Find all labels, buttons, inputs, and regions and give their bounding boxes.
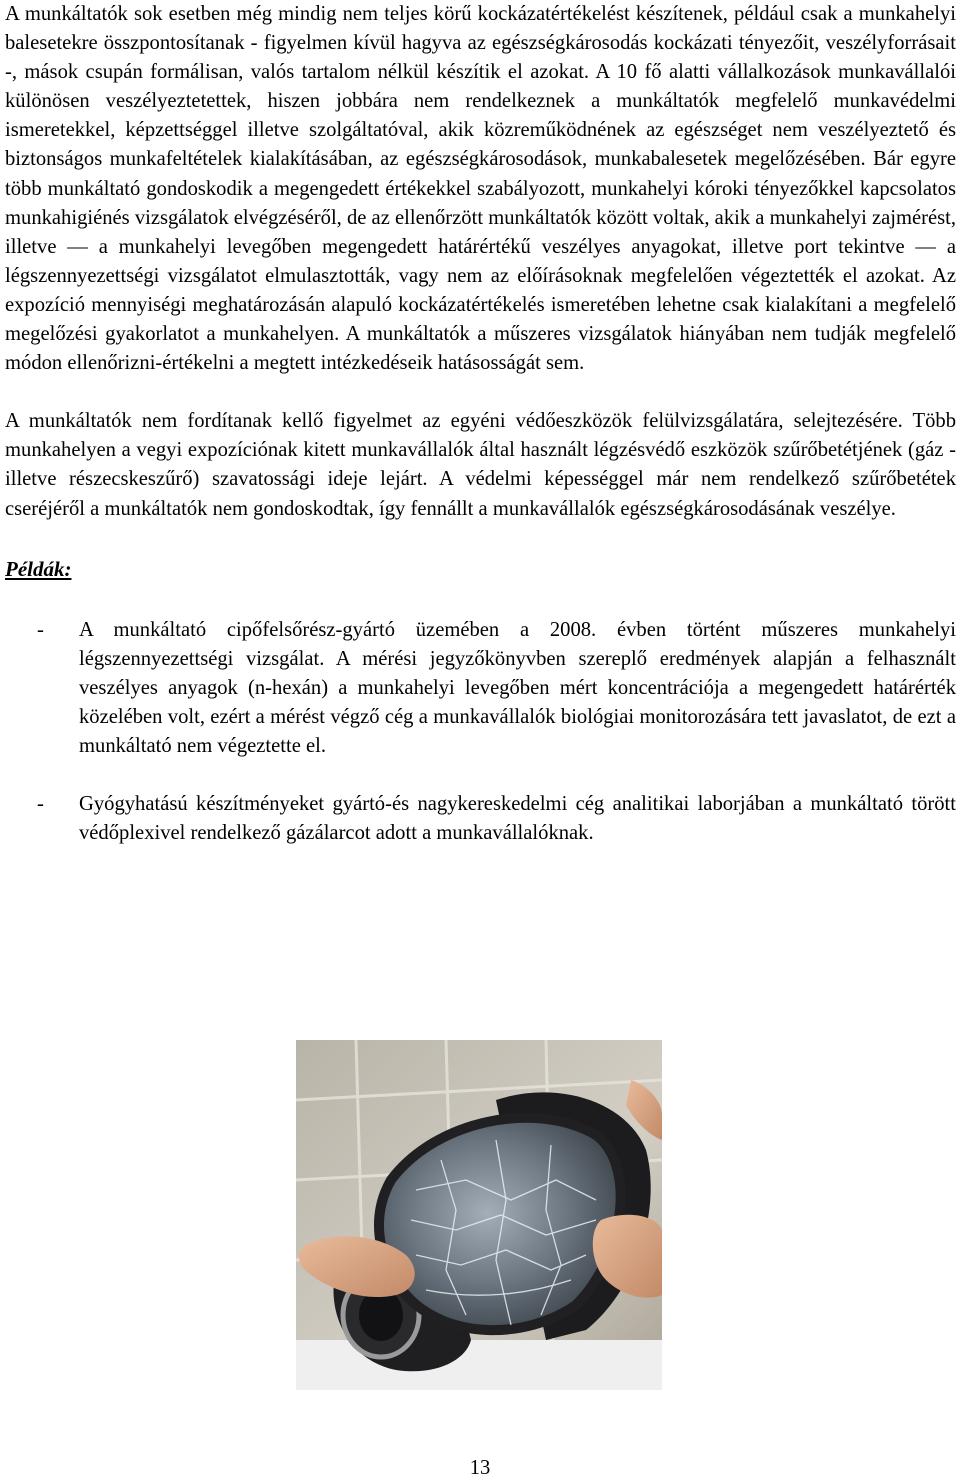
- list-bullet: -: [37, 793, 44, 816]
- list-bullet: -: [37, 618, 44, 641]
- page-number: 13: [469, 1457, 491, 1479]
- examples-list: [5, 616, 956, 849]
- body-paragraph-2: A munkáltatók nem fordítanak kellő figyelmet az egyéni védőeszközök felülvizsgálatára, selejtezésére. Több munkahelyen a vegyi expozíciónak kitett munkavállalók által használt légzésvédő eszközök szűrőbetétjének (gáz - illetve részecskeszűrő) szavatossági ideje lejárt. A védelmi képességgel már nem rendelkező szűrőbetétek cseréjéről a munkáltatók nem gondoskodtak, így fennállt a munkavállalók egészségkárosodásának veszélye.: [5, 410, 956, 520]
- example-item-1: [5, 616, 956, 761]
- gas-mask-photo: [296, 1040, 662, 1390]
- examples-heading: Példák:: [5, 556, 72, 581]
- body-paragraph-1: A munkáltatók sok esetben még mindig nem teljes körű kockázatértékelést készítenek, például csak a munkahelyi balesetekre összpontosítanak - figyelmen kívül hagyva az egészségkárosodás kockázati tényezőit, veszélyforrásait -, mások csupán formálisan, valós tartalom nélkül készítik el azokat. A 10 fő alatti vállalkozások munkavállalói különösen veszélyeztetettek, hiszen jobbára nem rendelkeznek a munkáltatók megfelelő munkavédelmi ismeretekkel, képzettséggel illetve szolgáltatóval, akik közreműködnének az egészséget nem veszélyeztető és biztonságos munkafeltételek kialakításában, az egészségkárosodások, munkabalesetek megelőzésében. Bár egyre több munkáltató gondoskodik a megengedett értékekkel szabályozott, munkahelyi kóroki tényezőkkel kapcsolatos munkahigiénés vizsgálatok elvégzéséről, de az ellenőrzött munkáltatók között voltak, akik a munkahelyi zajmérést, illetve ― a munkahelyi levegőben megengedett határértékű veszélyes anyagokat, illetve port tekintve ― a légszennyezettségi vizsgálatot elmulasztották, vagy nem az előírásoknak megfelelően végeztették el azokat. Az expozíció mennyiségi meghatározásán alapuló kockázatértékelés ismeretében lehetne csak kialakítani a megfelelő megelőzési gyakorlatot a munkahelyen. A munkáltatók a műszeres vizsgálatok hiányában nem tudják megfelelő módon ellenőrizni-értékelni a megtett intézkedéseik hatásosságát sem.: [5, 3, 956, 375]
- example-item-2: [5, 790, 956, 848]
- example-text-2: Gyógyhatású készítményeket gyártó-és nagykereskedelmi cég analitikai laborjában a munkáltató törött védőplexivel rendelkező gázálarcot adott a munkavállalóknak.: [79, 793, 956, 845]
- white-surface: [296, 1340, 662, 1390]
- gas-mask-illustration: [296, 1040, 662, 1390]
- example-text-1: A munkáltató cipőfelsőrész-gyártó üzemében a 2008. évben történt műszeres munkahelyi légszennyezettségi vizsgálat. A mérési jegyzőkönyvben szereplő eredmények alapján a felhasznált veszélyes anyagok (n-hexán) a munkahelyi levegőben mért koncentrációja a megengedett határérték közelében volt, ezért a mérést végző cég a munkavállalók biológiai monitorozására tett javaslatot, de ezt a munkáltató nem végeztette el.: [79, 618, 956, 757]
- document-page: [5, 0, 956, 848]
